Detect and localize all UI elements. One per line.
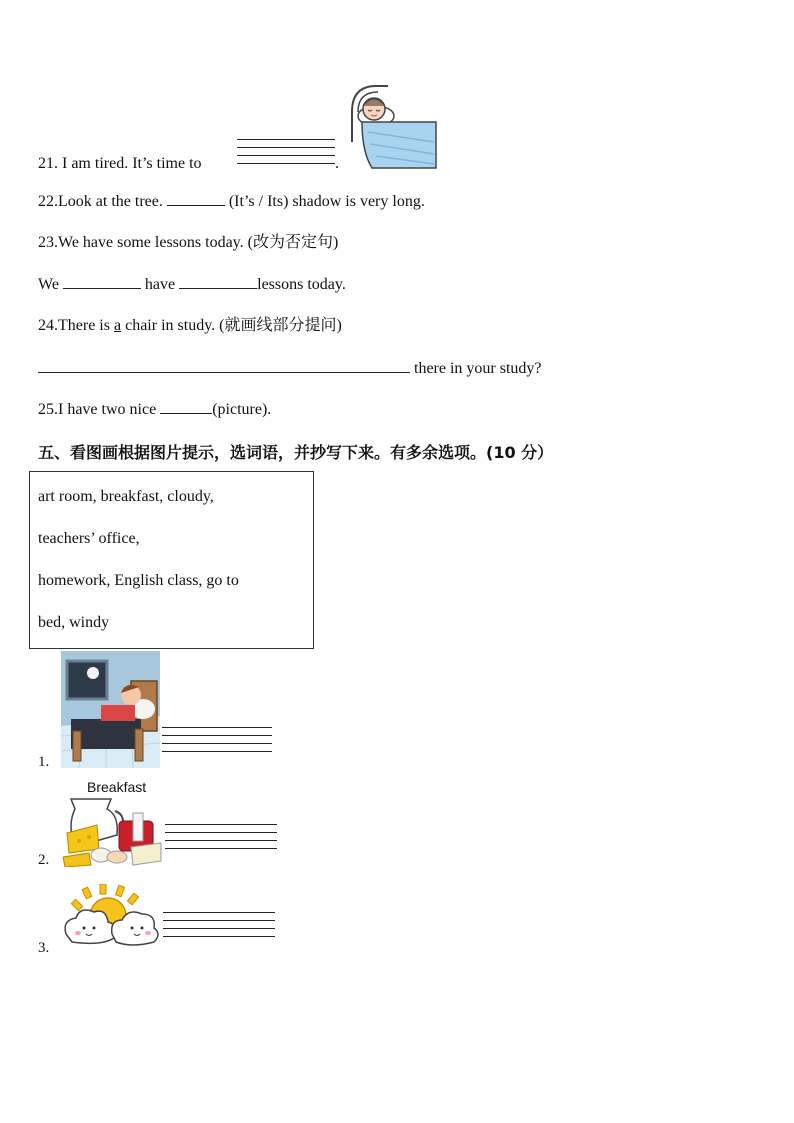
question-25 bbox=[38, 399, 271, 420]
q23-end: lessons today. bbox=[257, 276, 346, 293]
q23-have: have bbox=[144, 276, 176, 293]
q25-prefix: 25.I have two nice bbox=[38, 401, 157, 418]
sun-behind-clouds-image bbox=[62, 884, 162, 952]
item-1-writing-lines[interactable] bbox=[162, 727, 272, 759]
word-bank-box bbox=[29, 471, 314, 649]
item-2-caption: Breakfast bbox=[87, 779, 147, 795]
q25-blank[interactable] bbox=[160, 399, 212, 414]
breakfast-food-image bbox=[61, 795, 163, 867]
word-bank-line-3: homework, English class, go to bbox=[38, 572, 239, 589]
boy-sleeping-in-bed-image bbox=[61, 651, 160, 768]
question-24-answer bbox=[38, 358, 542, 379]
q22-prefix: 22.Look at the tree. bbox=[38, 193, 163, 210]
q23-blank-2[interactable] bbox=[179, 274, 257, 289]
item-2-number: 2. bbox=[38, 852, 50, 868]
q23-blank-1[interactable] bbox=[63, 274, 141, 289]
item-2-writing-lines[interactable] bbox=[165, 824, 277, 856]
q23-we: We bbox=[38, 276, 59, 293]
question-21-text: 21. I am tired. It’s time to bbox=[38, 155, 202, 172]
q24-blank[interactable] bbox=[38, 358, 410, 373]
word-bank-line-1: art room, breakfast, cloudy, bbox=[38, 488, 214, 505]
q22-blank[interactable] bbox=[167, 191, 225, 206]
q21-period: . bbox=[335, 155, 339, 172]
q22-suffix: (It’s / Its) shadow is very long. bbox=[228, 193, 425, 210]
q25-suffix: (picture). bbox=[212, 401, 272, 418]
word-bank-line-2: teachers’ office, bbox=[38, 530, 140, 547]
item-1-number: 1. bbox=[38, 754, 50, 770]
q24-suffix: chair in study. (就画线部分提问) bbox=[125, 317, 342, 334]
question-23-prompt: 23.We have some lessons today. (改为否定句) bbox=[38, 234, 339, 251]
girl-sleeping-image bbox=[348, 82, 438, 170]
item-3-writing-lines[interactable] bbox=[163, 912, 275, 944]
question-22 bbox=[38, 191, 425, 212]
q21-writing-lines[interactable] bbox=[237, 139, 335, 171]
question-23-answer bbox=[38, 274, 346, 295]
q24-answer-end: there in your study? bbox=[414, 360, 542, 377]
question-24-prompt bbox=[38, 316, 342, 336]
q24-prefix: 24.There is bbox=[38, 317, 110, 334]
question-21 bbox=[38, 154, 202, 174]
q24-underlined-a: a bbox=[113, 317, 122, 334]
section-5-title: 五、看图画根据图片提示，选词语，并抄写下来。有多余选项。(10 分） bbox=[38, 443, 554, 462]
word-bank-line-4: bed, windy bbox=[38, 614, 110, 631]
item-3-number: 3. bbox=[38, 940, 50, 956]
